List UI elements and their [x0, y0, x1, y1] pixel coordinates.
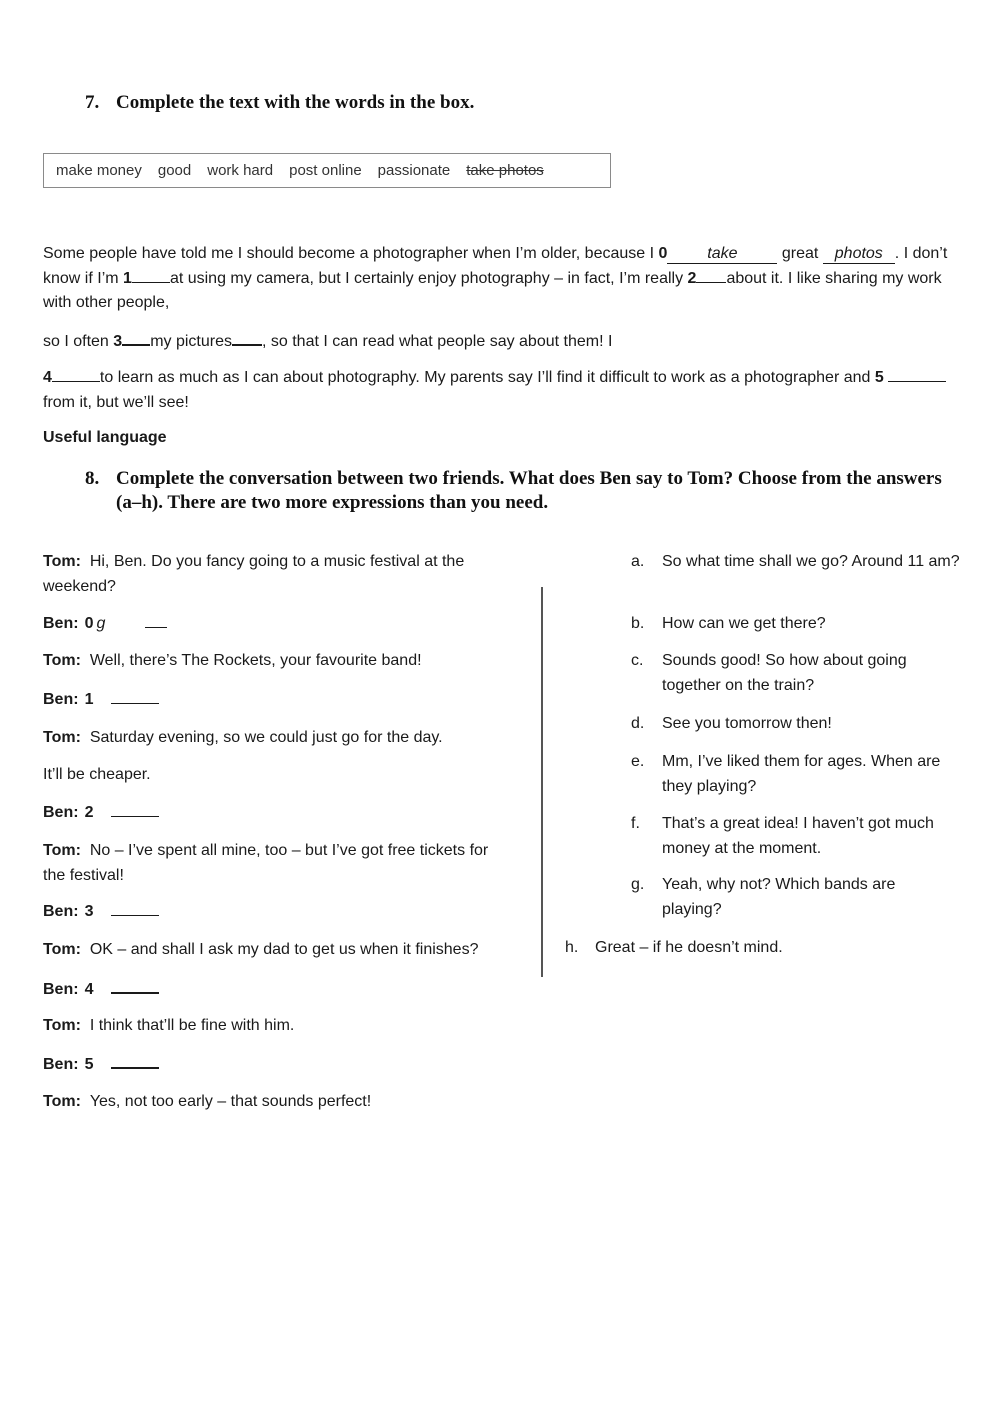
option-text: Sounds good! So how about going together on the train?: [662, 652, 907, 694]
option-text: That’s a great idea! I haven’t got much money at the moment.: [662, 815, 934, 857]
option-letter: a.: [631, 553, 645, 570]
dialogue-line: [43, 1052, 513, 1078]
para-text: , so that I can read what people say about them! I: [261, 333, 613, 350]
answer-blank-4[interactable]: [111, 977, 159, 994]
para-text: so I often: [43, 333, 109, 350]
gap-number: 0: [658, 245, 668, 262]
speaker-label: Tom:: [43, 652, 81, 669]
option-b: [631, 612, 961, 637]
option-text: So what time shall we go? Around 11 am?: [662, 553, 960, 570]
answer-blank-3[interactable]: [111, 900, 159, 916]
q7-paragraph-1: [43, 242, 958, 316]
q8-title: Complete the conversation between two friends. What does Ben say to Tom? Choose from the answers (a–h). There are two more expressions than you need.: [116, 468, 942, 513]
gap-2-blank[interactable]: [696, 267, 726, 283]
option-letter: h.: [565, 939, 579, 956]
gap-number: 5: [874, 369, 884, 386]
gap-1-blank[interactable]: [132, 267, 170, 283]
speaker-label: Ben:: [43, 1056, 79, 1073]
example-answer: take: [667, 245, 777, 264]
dialogue-line: [43, 649, 513, 674]
option-letter: d.: [631, 715, 645, 732]
speaker-label: Tom:: [43, 729, 81, 746]
option-g: [631, 873, 931, 922]
word-item: passionate: [377, 162, 451, 179]
gap-number: 0: [84, 615, 94, 632]
dialogue-line: [43, 977, 513, 1003]
word-item-used: take photos: [466, 162, 544, 179]
gap-3-blank[interactable]: [122, 329, 150, 346]
dialogue-text: Yes, not too early – that sounds perfect!: [89, 1093, 372, 1110]
speaker-label: Tom:: [43, 1017, 81, 1034]
q8-number: 8.: [85, 468, 100, 489]
answer-blank-1[interactable]: [111, 688, 159, 704]
option-letter: g.: [631, 876, 645, 893]
answer-blank-5[interactable]: [111, 1052, 159, 1069]
gap-5-blank[interactable]: [888, 366, 946, 382]
gap-number: 3: [113, 333, 123, 350]
gap-4-blank[interactable]: [52, 366, 100, 382]
gap-number: 3: [84, 903, 94, 920]
option-text: Great – if he doesn’t mind.: [595, 939, 783, 956]
gap-number: 5: [84, 1056, 94, 1073]
speaker-label: Ben:: [43, 691, 79, 708]
option-letter: f.: [631, 815, 640, 832]
word-item: work hard: [207, 162, 274, 179]
dialogue-line: [43, 1014, 513, 1039]
option-a: [631, 550, 961, 575]
gap-number: 4: [43, 369, 52, 386]
option-text: How can we get there?: [662, 615, 826, 632]
gap-number: 2: [687, 269, 697, 287]
dialogue-text: OK – and shall I ask my dad to get us when it finishes?: [89, 941, 479, 958]
dialogue-line: [43, 763, 513, 788]
option-text: See you tomorrow then!: [662, 715, 832, 732]
option-letter: b.: [631, 615, 645, 632]
speaker-label: Ben:: [43, 981, 79, 998]
q7-number: 7.: [85, 92, 100, 113]
word-item: make money: [56, 162, 142, 179]
para-text: great: [781, 245, 819, 262]
q8-heading: [85, 467, 945, 515]
word-item: good: [157, 162, 192, 179]
gap-number: 4: [84, 981, 94, 998]
dialogue-text: Well, there’s The Rockets, your favourite band!: [89, 652, 422, 669]
speaker-label: Tom:: [43, 553, 81, 570]
dialogue-text: Hi, Ben. Do you fancy going to a music festival at the weekend?: [43, 553, 465, 595]
option-f: [631, 812, 961, 861]
speaker-label: Tom:: [43, 1093, 81, 1110]
option-c: [631, 649, 931, 698]
answer-blank-2[interactable]: [111, 801, 159, 817]
example-blank: [145, 612, 167, 628]
dialogue-line: [43, 688, 513, 713]
dialogue-line: [43, 938, 513, 963]
speaker-label: Tom:: [43, 842, 81, 859]
para-text: at using my camera, but I certainly enjoy photography – in fact, I’m really: [169, 269, 684, 287]
gap-number: 1: [84, 691, 94, 708]
option-h: [565, 936, 945, 961]
dialogue-line: [43, 612, 513, 637]
q7-title: Complete the text with the words in the box.: [116, 92, 475, 113]
dialogue-line: [43, 1090, 513, 1115]
dialogue-text: Saturday evening, so we could just go for the day.: [89, 729, 443, 746]
option-d: [631, 712, 961, 737]
dialogue-line: [43, 726, 513, 751]
para-text: my pictures: [150, 333, 232, 350]
q7-heading: [85, 92, 474, 114]
gap-3b-blank[interactable]: [232, 329, 262, 346]
dialogue-line: [43, 900, 513, 925]
word-box: [43, 153, 611, 188]
speaker-label: Ben:: [43, 903, 79, 920]
option-text: Mm, I’ve liked them for ages. When are they playing?: [662, 753, 941, 795]
gap-number: 1: [123, 269, 132, 287]
option-e: [631, 750, 941, 799]
q7-paragraph-2: [43, 329, 958, 355]
useful-language-heading: Useful language: [43, 429, 167, 446]
gap-number: 2: [84, 804, 94, 821]
dialogue-line: [43, 550, 513, 599]
example-answer: g: [96, 615, 106, 632]
dialogue-text: I think that’ll be fine with him.: [89, 1017, 295, 1034]
para-text: Some people have told me I should become a photographer when I’m older, because I: [43, 245, 655, 262]
para-text: . I don’t know if I’m: [43, 245, 948, 287]
option-letter: e.: [631, 753, 645, 770]
speaker-label: Tom:: [43, 941, 81, 958]
q7-paragraph-3: [43, 366, 958, 415]
para-text: about it. I like sharing my work with other people,: [43, 269, 942, 311]
speaker-label: Ben:: [43, 615, 79, 632]
column-divider: [541, 587, 543, 977]
dialogue-line: [43, 801, 513, 826]
example-answer: photos: [823, 245, 895, 264]
para-text: from it, but we’ll see!: [43, 393, 189, 411]
para-text: to learn as much as I can about photography. My parents say I’ll find it difficult to work as a photographer and: [99, 369, 871, 386]
dialogue-line: [43, 839, 513, 888]
option-text: Yeah, why not? Which bands are playing?: [662, 876, 896, 918]
word-item: post online: [289, 162, 362, 179]
speaker-label: Ben:: [43, 804, 79, 821]
dialogue-text: It’ll be cheaper.: [43, 766, 151, 783]
dialogue-text: No – I’ve spent all mine, too – but I’ve got free tickets for the festival!: [43, 842, 489, 884]
option-letter: c.: [631, 652, 644, 669]
